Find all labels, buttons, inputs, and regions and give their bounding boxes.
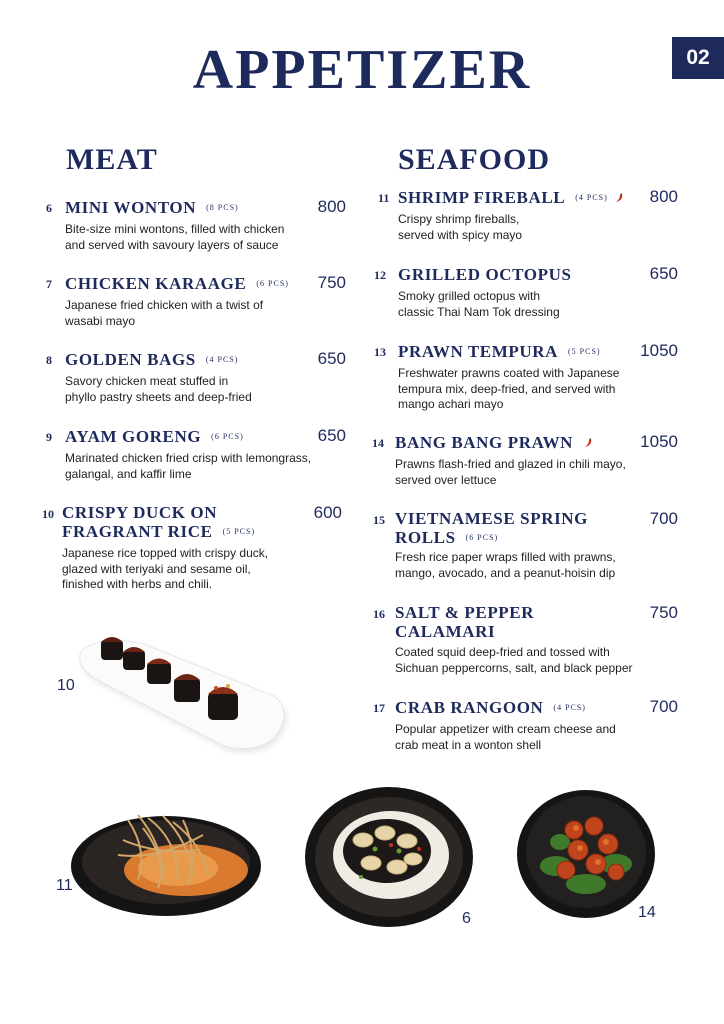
desc-line: phyllo pastry sheets and deep-fried <box>65 389 252 404</box>
desc-line: and served with savoury layers of sauce <box>65 237 279 252</box>
item-price: 800 <box>317 197 346 216</box>
desc-line: served with spicy mayo <box>398 227 523 242</box>
item-number: 8 <box>46 353 52 367</box>
item-number: 6 <box>46 201 52 215</box>
item-number: 13 <box>374 345 386 359</box>
item-price: 1050 <box>640 341 678 360</box>
item-name-line: CALAMARI <box>395 622 496 641</box>
item-name <box>65 350 238 369</box>
mini-wonton-photo <box>303 785 475 930</box>
item-number: 17 <box>373 701 385 715</box>
desc-line: Marinated chicken fried crisp with lemongrass, <box>65 451 312 465</box>
menu-item-chicken-karaage <box>46 273 356 333</box>
item-price: 700 <box>649 697 678 716</box>
item-description <box>62 546 268 593</box>
item-price: 650 <box>317 349 346 368</box>
item-name <box>395 603 534 641</box>
item-price: 600 <box>313 503 342 522</box>
chili-icon <box>583 438 593 448</box>
item-pcs: (4 PCS) <box>553 703 586 712</box>
item-price: 1050 <box>640 432 678 451</box>
photo-label: 11 <box>56 877 73 894</box>
item-name-text: MINI WONTON <box>65 198 197 217</box>
item-description <box>398 212 522 243</box>
desc-line: finished with herbs and chili. <box>62 577 213 591</box>
item-name <box>65 427 244 446</box>
item-name-text: AYAM GORENG <box>65 427 202 446</box>
item-pcs: (5 PCS) <box>568 347 601 356</box>
item-pcs: (6 PCS) <box>256 279 289 288</box>
section-title-meat: MEAT <box>66 143 158 176</box>
section-title-seafood: SEAFOOD <box>398 143 551 176</box>
item-name <box>65 274 289 293</box>
menu-item-crab-rangoon <box>373 697 682 757</box>
menu-item-ayam-goreng <box>46 426 356 486</box>
desc-line: Prawns flash-fried and glazed in chili mayo, <box>395 457 626 471</box>
item-price: 650 <box>317 426 346 445</box>
menu-item-prawn-tempura <box>374 341 682 416</box>
item-name-text: SHRIMP FIREBALL <box>398 188 566 207</box>
item-number: 9 <box>46 430 52 444</box>
desc-line: Bite-size mini wontons, filled with chicken <box>65 222 285 236</box>
menu-item-salt-pepper-calamari <box>373 603 682 683</box>
item-name <box>62 503 255 541</box>
item-name <box>395 698 586 717</box>
desc-line: Smoky grilled octopus with <box>398 289 541 303</box>
item-name <box>395 433 593 452</box>
item-name <box>395 509 588 547</box>
item-number: 7 <box>46 277 52 291</box>
item-description <box>65 374 252 405</box>
item-description <box>398 366 619 413</box>
menu-item-crispy-duck <box>42 503 356 593</box>
desc-line: Coated squid deep-fried and tossed with <box>395 645 610 659</box>
item-name-line: CRISPY DUCK ON <box>62 503 218 522</box>
item-number: 12 <box>374 268 386 282</box>
desc-line: wasabi mayo <box>65 313 136 328</box>
page-number-badge: 02 <box>672 37 724 79</box>
desc-line: Popular appetizer with cream cheese and <box>395 722 616 736</box>
item-number: 15 <box>373 513 385 527</box>
item-name-line: VIETNAMESE SPRING <box>395 509 588 528</box>
item-description <box>398 289 560 320</box>
menu-item-mini-wonton <box>46 197 356 257</box>
item-number: 10 <box>42 507 54 521</box>
item-name: GRILLED OCTOPUS <box>398 265 572 284</box>
item-name-line: SALT & PEPPER <box>395 603 535 622</box>
menu-item-bang-bang-prawn <box>372 432 682 492</box>
item-price: 750 <box>317 273 346 292</box>
photo-label: 14 <box>638 904 656 921</box>
desc-line: tempura mix, deep-fried, and served with <box>398 381 616 396</box>
item-description <box>65 451 311 482</box>
desc-line: Crispy shrimp fireballs, <box>398 212 520 226</box>
item-number: 16 <box>373 607 385 621</box>
menu-item-vietnamese-spring-rolls <box>373 509 682 589</box>
shrimp-fireball-photo <box>68 800 263 920</box>
photo-label: 10 <box>57 677 75 694</box>
item-number: 14 <box>372 436 384 450</box>
item-name-text: PRAWN TEMPURA <box>398 342 559 361</box>
item-name <box>65 198 239 217</box>
item-name-text: GOLDEN BAGS <box>65 350 196 369</box>
crispy-duck-photo <box>76 630 291 760</box>
item-name-line: ROLLS <box>395 528 456 547</box>
item-description <box>395 645 633 676</box>
bang-bang-prawn-photo <box>516 786 656 921</box>
item-name-text: CHICKEN KARAAGE <box>65 274 247 293</box>
item-name <box>398 188 624 207</box>
desc-line: crab meat in a wonton shell <box>395 737 542 752</box>
item-pcs: (8 PCS) <box>206 203 239 212</box>
menu-item-grilled-octopus <box>374 264 682 324</box>
desc-line: mango achari mayo <box>398 397 504 411</box>
item-price: 700 <box>649 509 678 528</box>
desc-line: Fresh rice paper wraps filled with prawns, <box>395 550 616 564</box>
desc-line: classic Thai Nam Tok dressing <box>398 304 560 319</box>
item-number: 11 <box>378 191 390 205</box>
desc-line: Sichuan peppercorns, salt, and black pepper <box>395 660 633 675</box>
item-pcs: (6 PCS) <box>465 533 499 542</box>
desc-line: galangal, and kaffir lime <box>65 466 192 481</box>
item-pcs: (4 PCS) <box>575 193 608 202</box>
page-title: APPETIZER <box>192 39 532 101</box>
item-name-line: FRAGRANT RICE <box>62 522 213 541</box>
item-name-text: CRAB RANGOON <box>395 698 544 717</box>
item-pcs: (5 PCS) <box>222 527 256 536</box>
item-description <box>65 298 263 329</box>
desc-line: glazed with teriyaki and sesame oil, <box>62 561 251 576</box>
photo-label: 6 <box>462 910 471 927</box>
item-pcs: (4 PCS) <box>205 355 239 364</box>
item-price: 800 <box>649 187 678 206</box>
desc-line: Savory chicken meat stuffed in <box>65 374 229 388</box>
desc-line: Japanese fried chicken with a twist of <box>65 298 264 312</box>
item-name-text: BANG BANG PRAWN <box>395 433 574 452</box>
desc-line: mango, avocado, and a peanut-hoisin dip <box>395 565 616 580</box>
menu-item-shrimp-fireball <box>378 187 682 247</box>
item-name <box>398 342 601 361</box>
item-price: 650 <box>649 264 678 283</box>
item-description <box>395 550 616 581</box>
desc-line: Japanese rice topped with crispy duck, <box>62 546 269 560</box>
item-pcs: (6 PCS) <box>211 432 244 441</box>
menu-item-golden-bags <box>46 349 356 409</box>
desc-line: Freshwater prawns coated with Japanese <box>398 366 620 380</box>
desc-line: served over lettuce <box>395 472 497 487</box>
item-price: 750 <box>649 603 678 622</box>
item-description <box>65 222 284 253</box>
item-description <box>395 722 616 753</box>
item-description <box>395 457 626 488</box>
